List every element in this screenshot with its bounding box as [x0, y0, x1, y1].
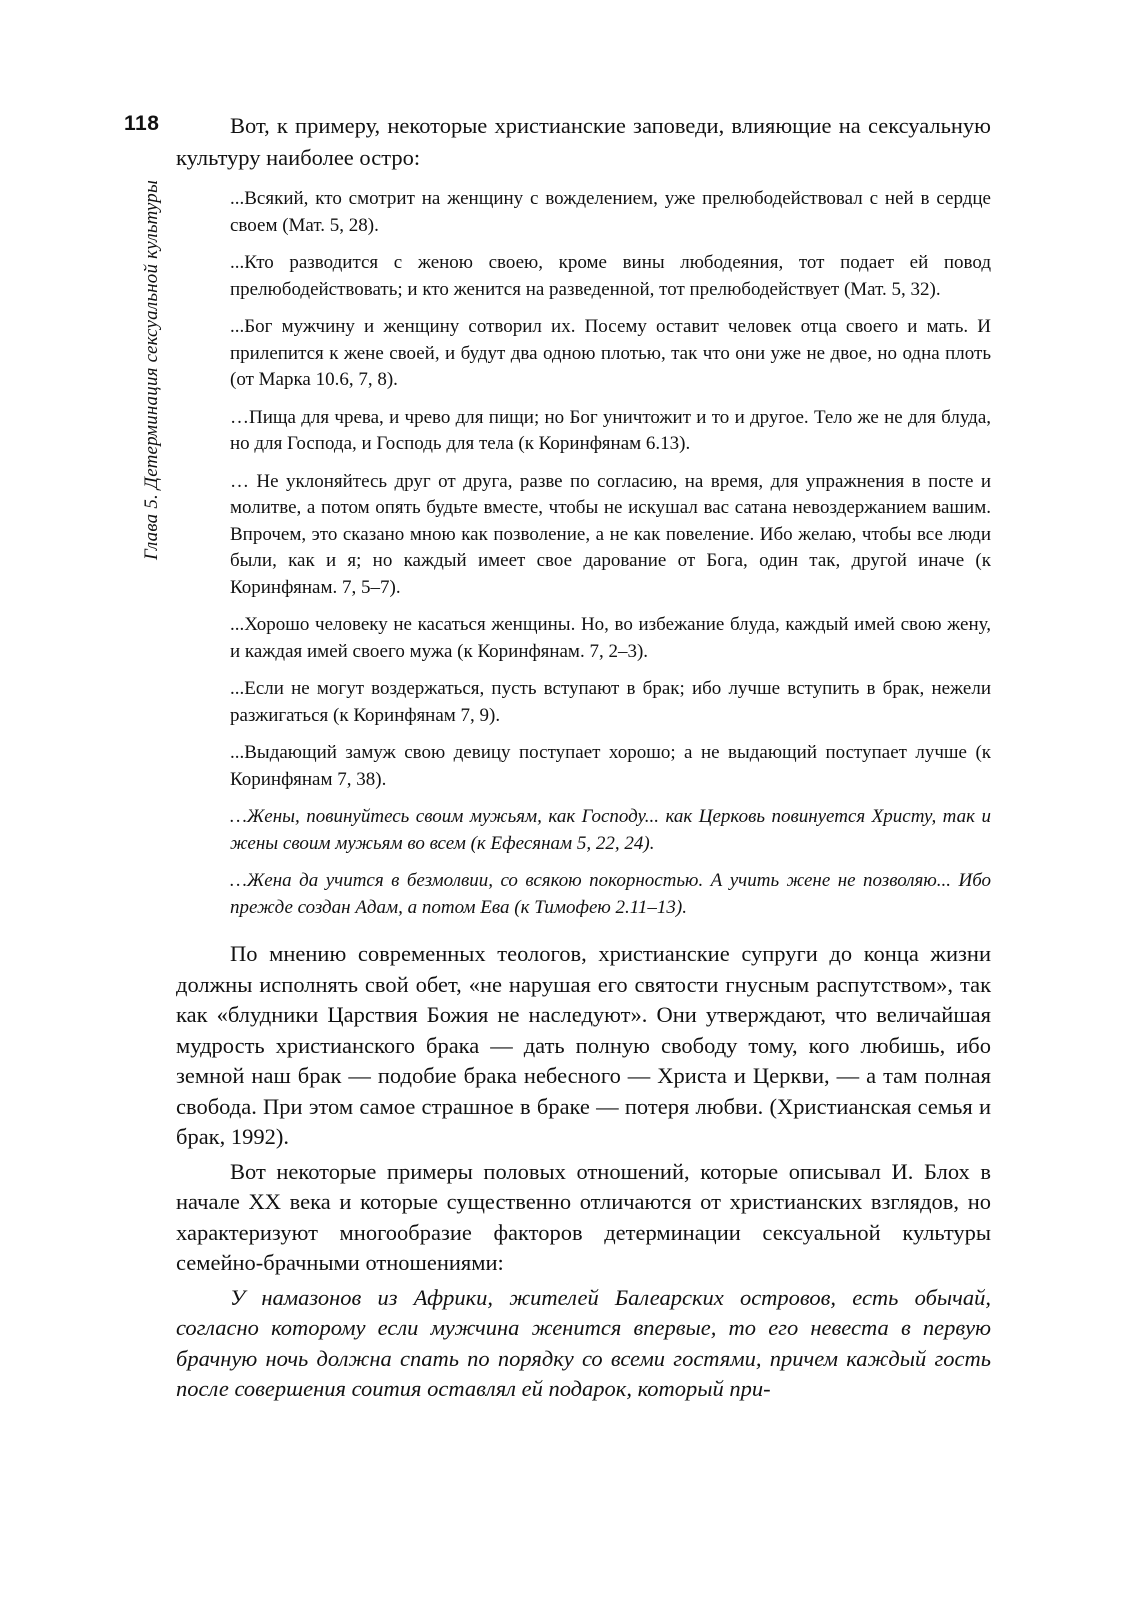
- quote-item: …Жены, повинуйтесь своим мужьям, как Господу... как Церковь повинуется Христу, так и жены своим мужьям во всем (к Ефесянам 5, 22, 24).: [230, 806, 991, 854]
- quote-item: ...Всякий, кто смотрит на женщину с вожделением, уже прелюбодействовал с ней в сердце своем (Мат. 5, 28).: [230, 188, 991, 236]
- body-paragraph: У намазонов из Африки, жителей Балеарских островов, есть обычай, согласно которому если мужчина женится впервые, то его невеста в первую брачную ночь должна спать по порядку со всеми гостями, причем каждый гость после совершения соития оставлял ей подарок, который при-: [176, 1284, 991, 1401]
- quote-item: ...Выдающий замуж свою девицу поступает хорошо; а не выдающий поступает лучше (к Коринфянам 7, 38).: [230, 742, 991, 790]
- quote-item: … Не уклоняйтесь друг от друга, разве по согласию, на время, для упражнения в посте и молитве, а потом опять будьте вместе, чтобы не искушал вас сатана невоздержанием вашим. Впрочем, это сказано мною как позволение, а не как повеление. Ибо желаю, чтобы все люди были, как и я; но каждый имеет свое дарование от Бога, один так, другой иначе (к Коринфянам. 7, 5–7).: [230, 470, 991, 598]
- quote-item: …Жена да учится в безмолвии, со всякою покорностью. А учить жене не позволяю... Ибо прежде создан Адам, а потом Ева (к Тимофею 2.11–13).: [230, 870, 991, 918]
- body-paragraph: Вот некоторые примеры половых отношений, которые описывал И. Блох в начале XX века и которые существенно отличаются от христианских взглядов, но характеризуют многообразие факторов детерминации сексуальной культуры семейно-брачными отношениями:: [176, 1158, 991, 1275]
- quote-item: ...Бог мужчину и женщину сотворил их. Посему оставит человек отца своего и мать. И прилепится к жене своей, и будут два одною плотью, так что они уже не двое, но одна плоть (от Марка 10.6, 7, 8).: [230, 316, 991, 390]
- page-body: [176, 110, 991, 1405]
- quote-item: ...Кто разводится с женою своею, кроме вины любодеяния, тот подает ей повод прелюбодействовать; и кто женится на разведенной, тот прелюбодействует (Мат. 5, 32).: [230, 252, 991, 300]
- quote-item: ...Хорошо человеку не касаться женщины. Но, во избежание блуда, каждый имей свою жену, и каждая имей своего мужа (к Коринфянам. 7, 2–3).: [230, 614, 991, 662]
- body-paragraph: По мнению современных теологов, христианские супруги до конца жизни должны исполнять свой обет, «не нарушая его святости гнусным распутством», так как «блудники Царствия Божия не наследуют». Они утверждают, что величайшая мудрость христианского брака — дать полную свободу тому, кого любишь, ибо земной наш брак — подобие брака небесного — Христа и Церкви, — а там полная свобода. При этом самое страшное в браке — потеря любви. (Христианская семья и брак, 1992).: [176, 941, 991, 1149]
- quote-item: …Пища для чрева, и чрево для пищи; но Бог уничтожит и то и другое. Тело же не для блуда, но для Господа, и Господь для тела (к Коринфянам 6.13).: [230, 406, 991, 454]
- scripture-quotes: [230, 186, 991, 921]
- page-number: 118: [124, 112, 160, 135]
- running-head: Глава 5. Детерминация сексуальной культуры: [141, 179, 162, 561]
- intro-paragraph: Вот, к примеру, некоторые христианские заповеди, влияющие на сексуальную культуру наиболее остро:: [176, 113, 991, 170]
- quote-item: ...Если не могут воздержаться, пусть вступают в брак; ибо лучше вступить в брак, нежели разжигаться (к Коринфянам 7, 9).: [230, 678, 991, 726]
